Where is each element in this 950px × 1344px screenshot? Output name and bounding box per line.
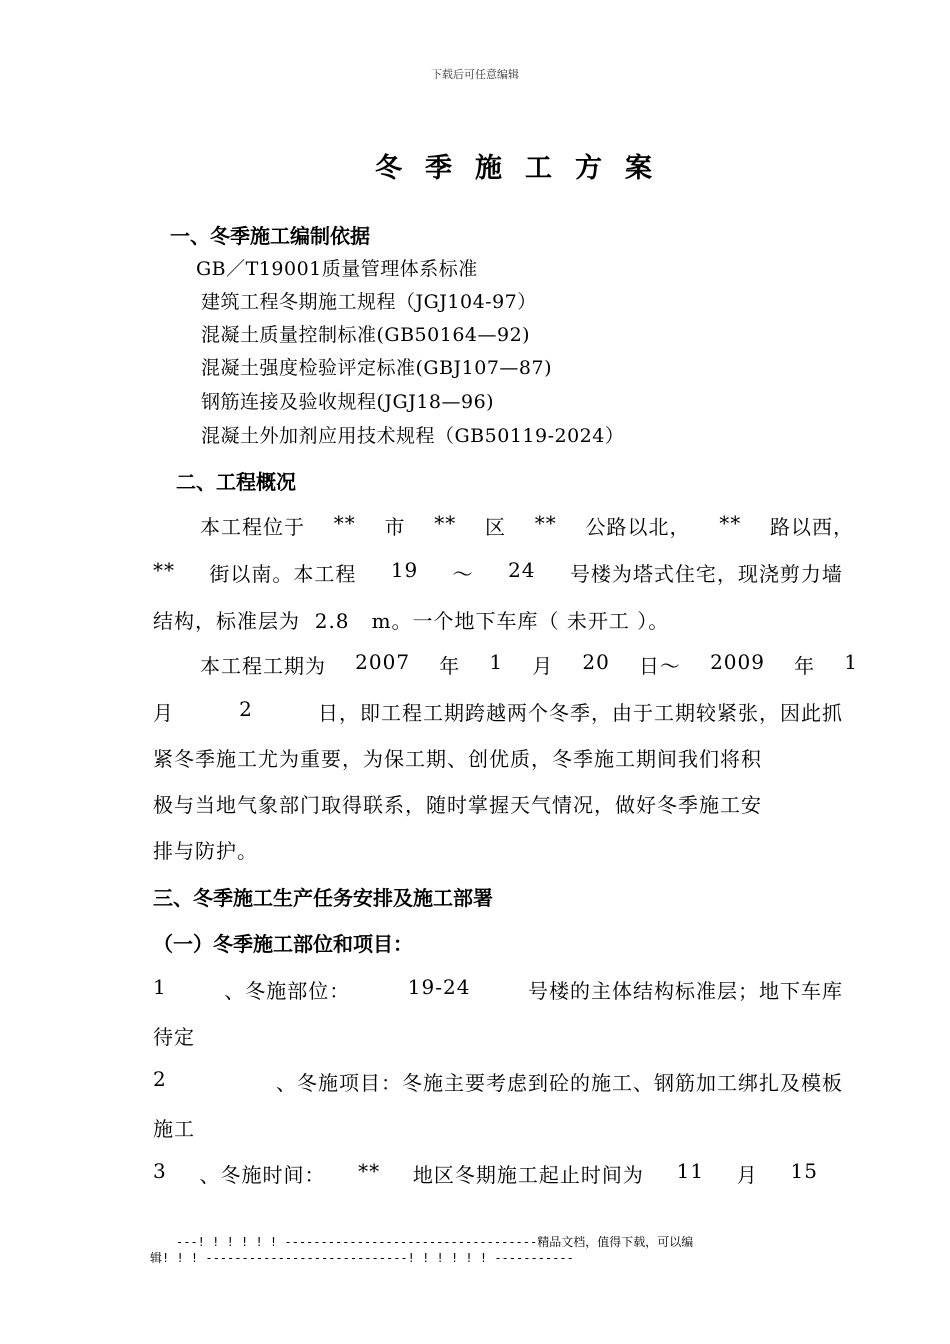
text-run: 区 (485, 515, 506, 539)
item-number: 2 (153, 1067, 167, 1091)
text-run: 日～ (638, 654, 681, 678)
list-item (153, 1159, 818, 1188)
text-run: 15 (790, 1159, 818, 1183)
text-run: ～ (452, 562, 474, 586)
text-run: 地区冬期施工起止时间为 (412, 1163, 644, 1187)
section3-heading: 三、冬季施工生产任务安排及施工部署 (153, 886, 493, 910)
text-run: 19 (390, 558, 419, 582)
text-run: 11 (676, 1159, 705, 1183)
paragraph-line (200, 511, 854, 540)
text-run: 1 (844, 650, 858, 674)
text-run: 24 (508, 558, 536, 582)
section3-subheading: （一）冬季施工部位和项目： (153, 932, 413, 956)
paragraph-line (153, 697, 843, 726)
text-run: ** (719, 511, 742, 535)
standard-item: 混凝土外加剂应用技术规程（GB50119-2024） (201, 425, 625, 447)
text-run: 号楼为塔式住宅，现浇剪力墙 (569, 562, 843, 586)
paragraph-line: 排与防护。 (153, 839, 258, 863)
footer-line: 辑! ! ! ----------------------------! ! ! ! ! ! ----------- (150, 1251, 574, 1265)
paragraph-line: 极与当地气象部门取得联系，随时掌握天气情况，做好冬季施工安 (153, 793, 762, 817)
text-run: 2009 (710, 650, 765, 674)
text-run: 本工程位于 (200, 515, 305, 539)
text-run: 19-24 (407, 975, 471, 999)
item-number: 3 (153, 1159, 167, 1183)
text-run: 20 (582, 650, 610, 674)
list-item (153, 1067, 843, 1096)
text-run: 号楼的主体结构标准层；地下车库 (527, 979, 843, 1003)
text-run: 月 (736, 1163, 758, 1187)
text-run: ** (358, 1159, 381, 1183)
section1-heading: 一、冬季施工编制依据 (170, 224, 370, 248)
paragraph-line: 结构，标准层为 2.8 m。一个地下车库（ 未开工 ）。 (153, 609, 670, 633)
item-number: 1 (153, 975, 167, 999)
text-run: 年 (439, 654, 461, 678)
standard-item: 钢筋连接及验收规程(JGJ18—96) (201, 391, 495, 413)
text-run: 、冬施部位： (224, 979, 351, 1003)
text-run: 市 (384, 515, 406, 539)
text-run: ** (153, 558, 175, 582)
paragraph-line (153, 558, 843, 587)
paragraph-line: 紧冬季施工尤为重要，为保工期、创优质，冬季施工期间我们将积 (153, 747, 762, 771)
standard-item: GB／T19001质量管理体系标准 (196, 258, 478, 280)
text-run: 公路以北， (585, 515, 691, 539)
section2-heading: 二、工程概况 (176, 470, 296, 494)
list-item (153, 975, 843, 1004)
text-run: 2 (239, 697, 253, 721)
text-run: 1 (489, 650, 504, 674)
text-run: 日，即工程工期跨越两个冬季，由于工期较紧张，因此抓 (317, 701, 843, 725)
text-run: ** (534, 511, 557, 535)
list-item-continuation: 待定 (153, 1025, 195, 1049)
text-run: 月 (153, 701, 174, 725)
list-item-continuation: 施工 (153, 1117, 195, 1141)
standard-item: 混凝土强度检验评定标准(GBJ107—87) (201, 357, 553, 379)
text-run: 街以南。本工程 (209, 562, 357, 586)
text-run: ** (333, 511, 356, 535)
text-run: 月 (532, 654, 554, 678)
text-run: 、冬施时间： (199, 1163, 326, 1187)
footer-line: ---! ! ! ! ! ! -----------------------------------精品文档，值得下载，可以编 (176, 1235, 694, 1249)
text-run: 年 (794, 654, 816, 678)
standard-item: 建筑工程冬期施工规程（JGJ104-97） (201, 291, 537, 313)
text-run: ** (434, 511, 457, 535)
text-run: 、冬施项目：冬施主要考虑到砼的施工、钢筋加工绑扎及模板 (276, 1071, 843, 1095)
paragraph-line (200, 650, 858, 679)
text-run: 路以西， (770, 515, 854, 539)
text-run: 本工程工期为 (200, 654, 326, 678)
standard-item: 混凝土质量控制标准(GB50164—92) (201, 324, 531, 346)
header-note: 下载后可任意编辑 (431, 68, 519, 81)
text-run: 2007 (355, 650, 411, 674)
page-title: 冬季施工方案 (375, 153, 675, 184)
